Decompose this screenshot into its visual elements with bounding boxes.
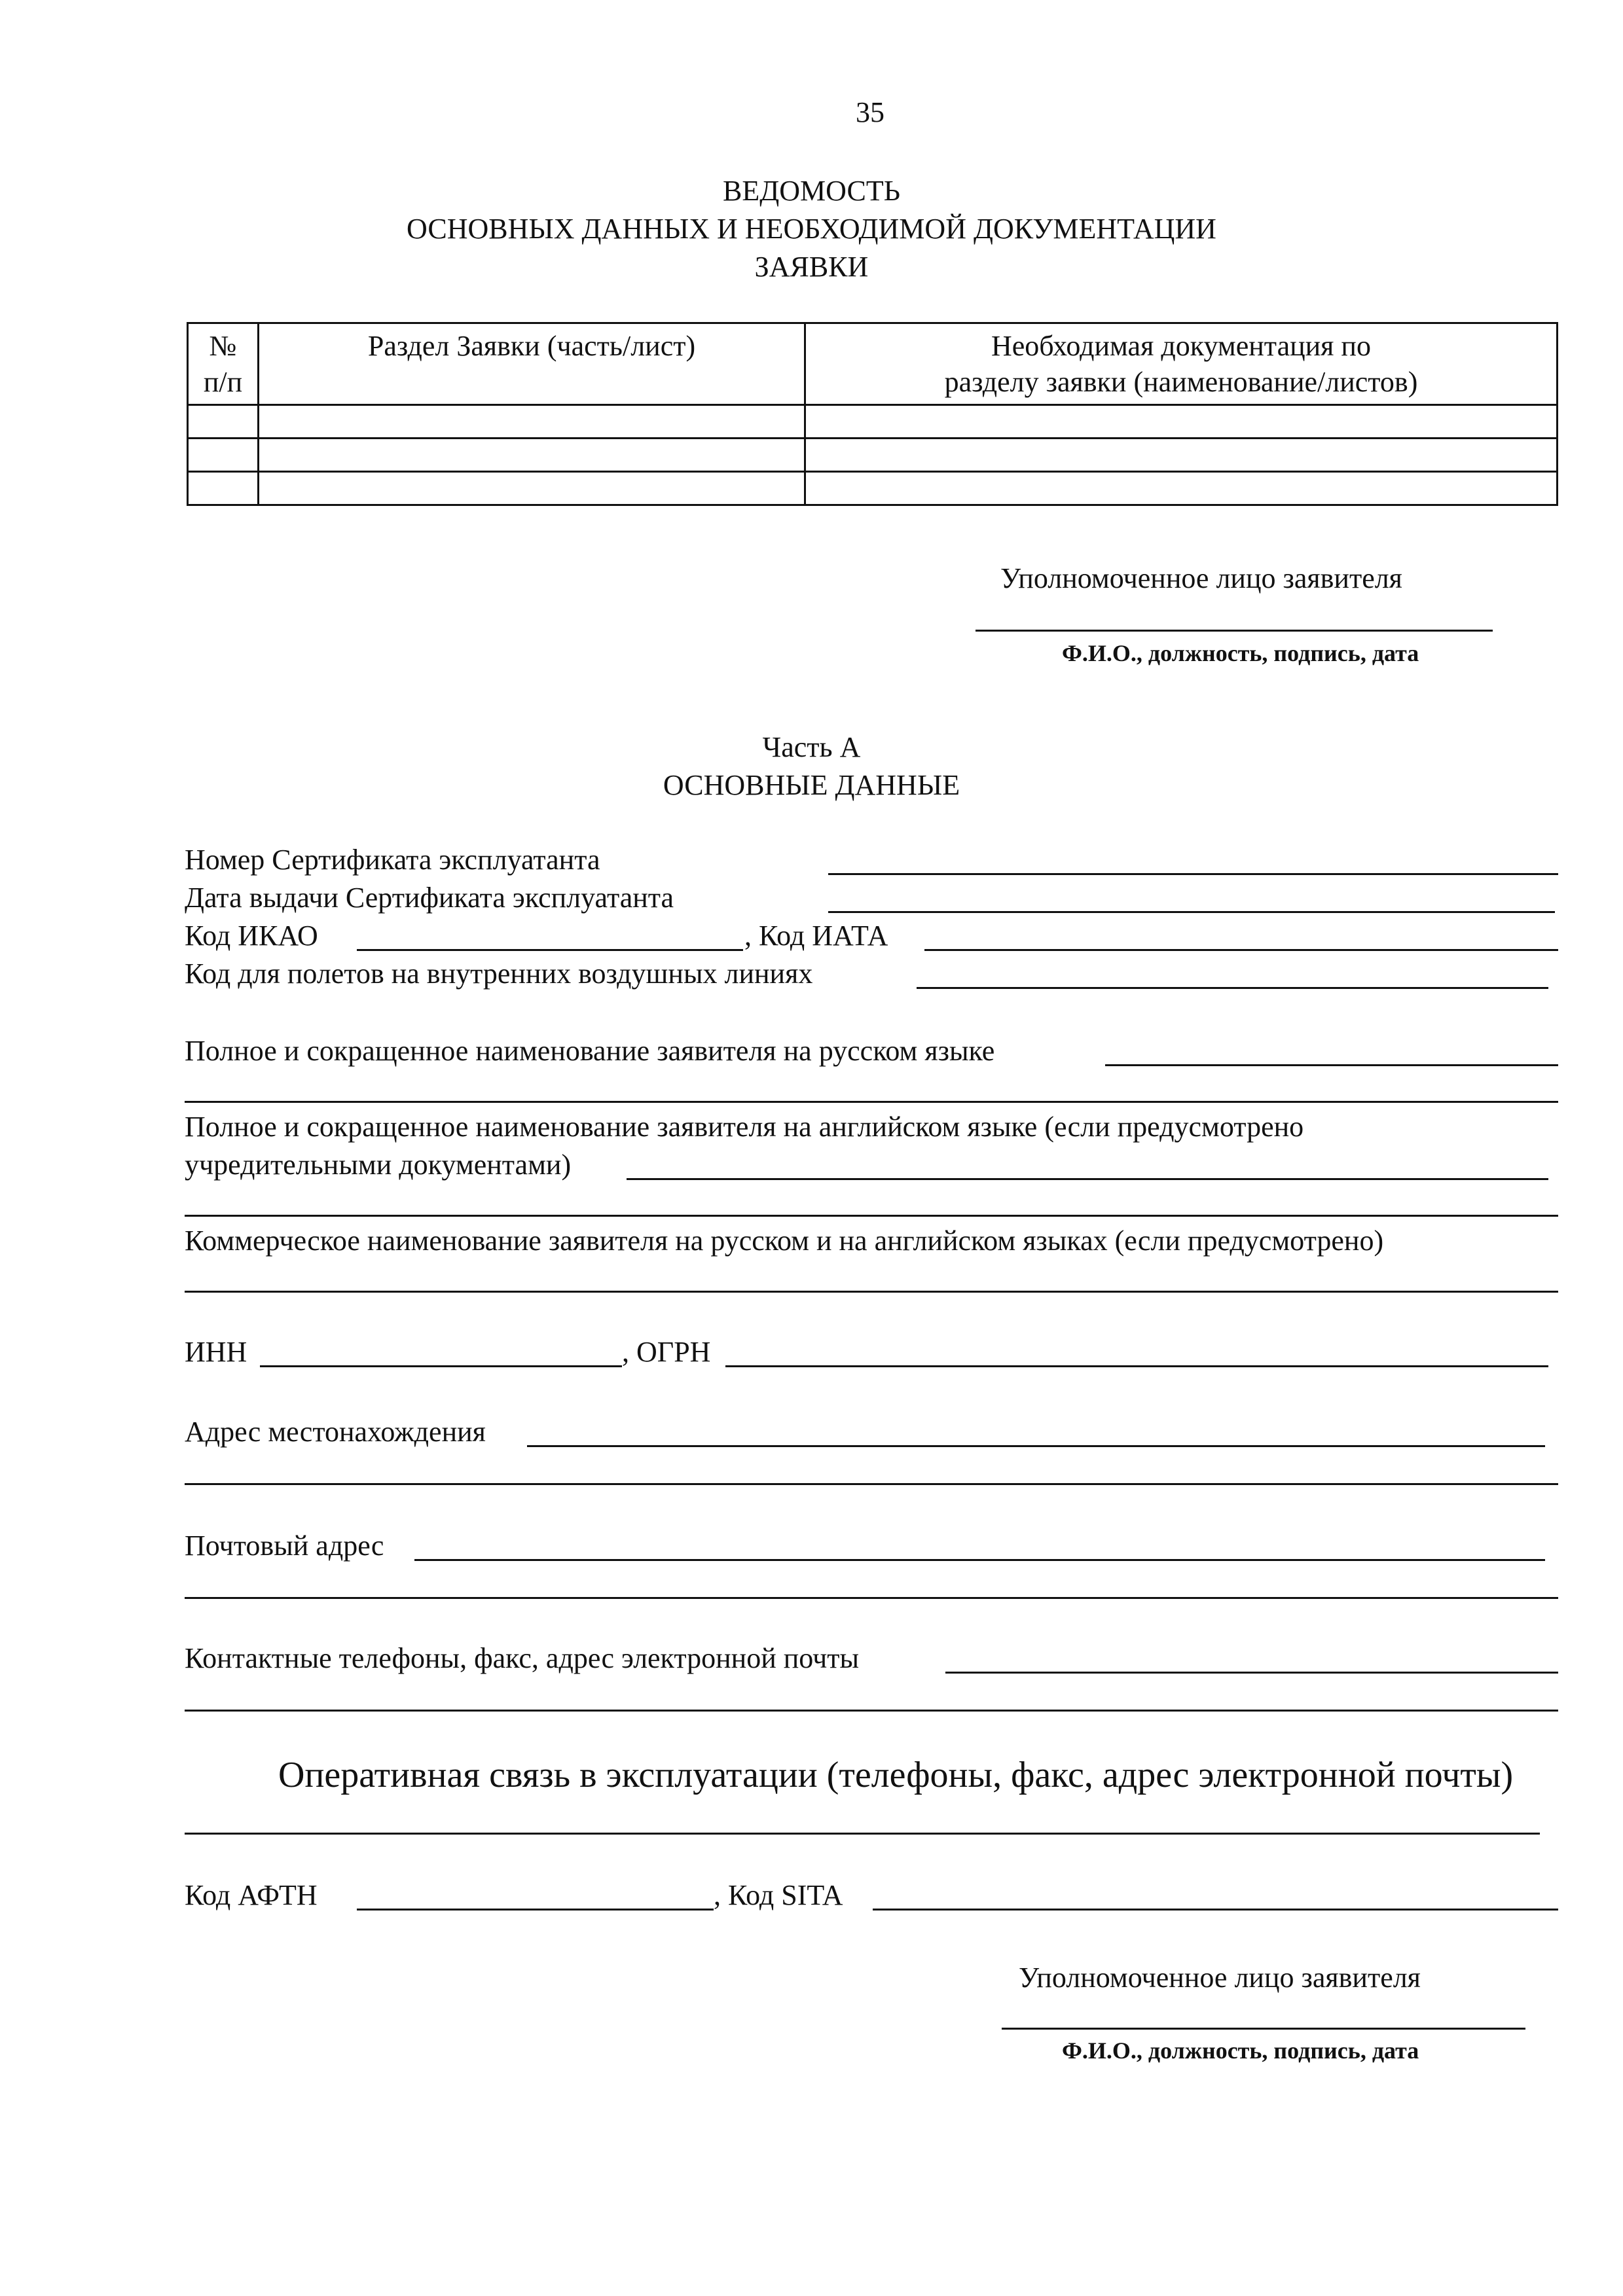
table-cell[interactable] <box>805 472 1558 505</box>
cert-number-label: Номер Сертификата эксплуатанта <box>185 844 600 876</box>
iata-label: , Код ИАТА <box>744 920 888 952</box>
icao-label: Код ИКАО <box>185 920 318 952</box>
header-subtitle: ОСНОВНЫХ ДАННЫХ И НЕОБХОДИМОЙ ДОКУМЕНТАЦИИ <box>407 213 1216 245</box>
cert-date-field[interactable] <box>828 911 1555 913</box>
contacts-label: Контактные телефоны, факс, адрес электронной почты <box>185 1642 860 1674</box>
col-number-header <box>188 323 259 405</box>
name-ru-label: Полное и сокращенное наименование заявителя на русском языке <box>185 1035 995 1067</box>
sita-field[interactable] <box>873 1909 1558 1910</box>
aftn-field[interactable] <box>357 1909 714 1910</box>
part-title: Часть А <box>762 731 861 763</box>
iata-field[interactable] <box>924 949 1558 951</box>
ogrn-label: , ОГРН <box>622 1336 711 1368</box>
inn-field[interactable] <box>260 1365 622 1367</box>
name-en-field-2[interactable] <box>185 1215 1558 1217</box>
sita-label: , Код SITA <box>714 1879 843 1911</box>
col-docs-label-1: Необходимая документация по <box>991 330 1371 362</box>
inn-label: ИНН <box>185 1336 247 1368</box>
table-cell[interactable] <box>188 405 259 439</box>
commercial-name-field[interactable] <box>185 1291 1558 1293</box>
table-cell[interactable] <box>259 439 805 472</box>
signature-top-line[interactable] <box>976 630 1493 632</box>
col-number-label-1: № <box>209 330 237 362</box>
header-subtitle-2: ЗАЯВКИ <box>754 251 869 283</box>
table-row <box>188 439 1558 472</box>
signature-bottom-line[interactable] <box>1002 2028 1525 2030</box>
postal-address-label: Почтовый адрес <box>185 1530 384 1562</box>
address-label: Адрес местонахождения <box>185 1416 486 1448</box>
col-docs-header <box>805 323 1558 405</box>
signature-top-label: Уполномоченное лицо заявителя <box>1000 562 1402 594</box>
ogrn-field[interactable] <box>725 1365 1548 1367</box>
signature-top-caption: Ф.И.О., должность, подпись, дата <box>1062 640 1419 666</box>
name-ru-field-2[interactable] <box>185 1101 1558 1103</box>
address-field[interactable] <box>527 1445 1545 1447</box>
contacts-field[interactable] <box>945 1672 1558 1674</box>
header-title: ВЕДОМОСТЬ <box>723 175 900 207</box>
signature-bottom-label: Уполномоченное лицо заявителя <box>1019 1962 1421 1994</box>
operational-contacts-label: Оперативная связь в эксплуатации (телефоны, факс, адрес электронной почты) <box>278 1755 1514 1795</box>
table-cell[interactable] <box>805 439 1558 472</box>
icao-field[interactable] <box>357 949 743 951</box>
postal-address-field-2[interactable] <box>185 1597 1558 1599</box>
table-cell[interactable] <box>188 439 259 472</box>
documents-table <box>187 322 1558 506</box>
table-cell[interactable] <box>188 472 259 505</box>
name-en-label-2: учредительными документами) <box>185 1149 572 1181</box>
table-cell[interactable] <box>259 405 805 439</box>
domestic-code-field[interactable] <box>917 987 1548 989</box>
name-en-label: Полное и сокращенное наименование заявителя на английском языке (если предусмотрено <box>185 1111 1304 1143</box>
aftn-label: Код АФТН <box>185 1879 318 1911</box>
commercial-name-label: Коммерческое наименование заявителя на русском и на английском языках (если предусмотрено) <box>185 1225 1384 1257</box>
table-cell[interactable] <box>805 405 1558 439</box>
table-header-row <box>188 323 1558 405</box>
address-field-2[interactable] <box>185 1483 1558 1485</box>
cert-date-label: Дата выдачи Сертификата эксплуатанта <box>185 882 674 914</box>
cert-number-field[interactable] <box>828 873 1558 875</box>
part-subtitle: ОСНОВНЫЕ ДАННЫЕ <box>663 769 960 801</box>
operational-contacts-field[interactable] <box>185 1833 1540 1835</box>
col-section-header: Раздел Заявки (часть/лист) <box>259 323 805 405</box>
table-row <box>188 405 1558 439</box>
table-cell[interactable] <box>259 472 805 505</box>
col-docs-label-2: разделу заявки (наименование/листов) <box>944 366 1418 398</box>
name-ru-field[interactable] <box>1105 1064 1558 1066</box>
page-number: 35 <box>856 96 884 128</box>
postal-address-field[interactable] <box>414 1559 1545 1561</box>
col-number-label-2: п/п <box>203 366 243 398</box>
domestic-code-label: Код для полетов на внутренних воздушных линиях <box>185 958 813 990</box>
contacts-field-2[interactable] <box>185 1710 1558 1712</box>
name-en-field[interactable] <box>627 1178 1548 1180</box>
signature-bottom-caption: Ф.И.О., должность, подпись, дата <box>1062 2037 1419 2064</box>
table-row <box>188 472 1558 505</box>
